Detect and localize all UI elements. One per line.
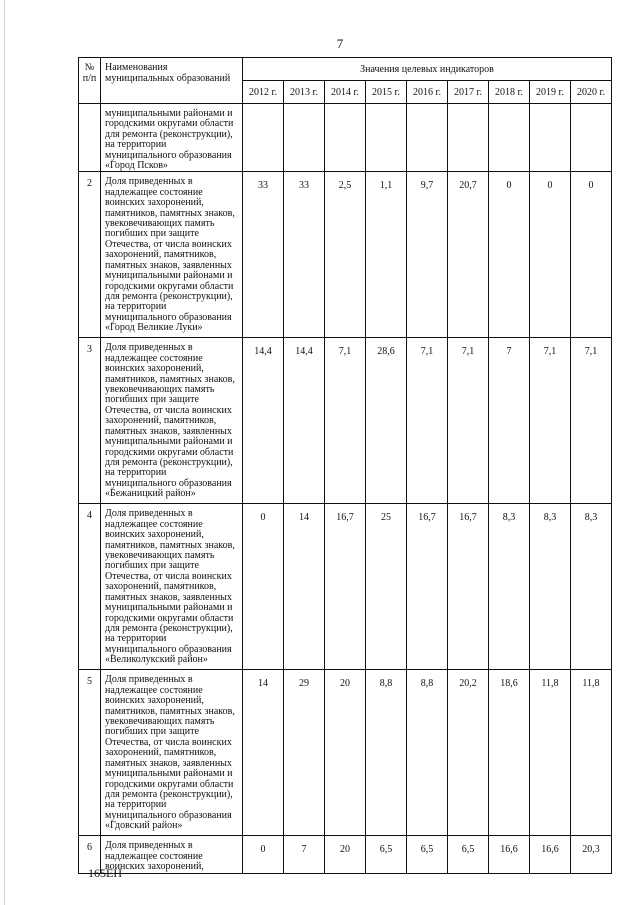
indicator-value (489, 104, 530, 172)
indicator-value: 7 (284, 836, 325, 873)
row-name: муниципальными районами и городскими округами области для ремонта (реконструкции), на территории муниципального образования «Город Псков» (101, 104, 243, 172)
table-row (79, 504, 612, 670)
indicator-value: 20 (325, 836, 366, 873)
indicator-value: 14,4 (243, 338, 284, 504)
indicator-value: 0 (489, 172, 530, 338)
indicator-value: 7,1 (325, 338, 366, 504)
header-indicators: Значения целевых индикаторов (243, 58, 612, 81)
table-row (79, 836, 612, 873)
indicator-value: 9,7 (407, 172, 448, 338)
indicator-value: 11,8 (530, 670, 571, 836)
table-row (79, 172, 612, 338)
indicator-value: 7,1 (448, 338, 489, 504)
indicators-table (78, 57, 612, 874)
indicator-value: 0 (571, 172, 612, 338)
header-number (79, 58, 101, 104)
row-number: 4 (79, 504, 101, 670)
indicator-value: 8,3 (489, 504, 530, 670)
header-year: 2018 г. (489, 81, 530, 104)
row-name: Доля приведенных в надлежащее состояние воинских захоронений, памятников, памятных знаков, увековечивающих память погибших при защите Отечества, от числа воинских захоронений, памятников, памятных знаков, заявленных муниципальными районами и городскими округами области для ремонта (реконструкции), на территории муниципального образования «Город Великие Луки» (101, 172, 243, 338)
indicator-value (448, 104, 489, 172)
indicator-value: 20,2 (448, 670, 489, 836)
header-year: 2015 г. (366, 81, 407, 104)
page-number: 7 (336, 36, 344, 51)
header-number-label: № п/п (82, 62, 97, 84)
indicator-value (407, 104, 448, 172)
indicator-value: 14 (284, 504, 325, 670)
indicator-value: 7,1 (407, 338, 448, 504)
row-number: 3 (79, 338, 101, 504)
indicator-value: 6,5 (366, 836, 407, 873)
indicator-value (571, 104, 612, 172)
indicator-value: 20 (325, 670, 366, 836)
indicator-value: 33 (243, 172, 284, 338)
header-year: 2017 г. (448, 81, 489, 104)
scan-left-edge (4, 0, 5, 905)
header-year: 2013 г. (284, 81, 325, 104)
indicator-value: 18,6 (489, 670, 530, 836)
indicator-value: 16,6 (530, 836, 571, 873)
indicator-value: 0 (243, 836, 284, 873)
table-body (79, 104, 612, 874)
row-number: 2 (79, 172, 101, 338)
indicator-value: 2,5 (325, 172, 366, 338)
indicator-value: 7,1 (530, 338, 571, 504)
indicator-value: 20,3 (571, 836, 612, 873)
indicator-value: 7 (489, 338, 530, 504)
table-row (79, 670, 612, 836)
indicator-value: 0 (243, 504, 284, 670)
indicator-value: 16,6 (489, 836, 530, 873)
table-row (79, 104, 612, 172)
indicator-value: 1,1 (366, 172, 407, 338)
indicator-value: 20,7 (448, 172, 489, 338)
indicator-value: 8,8 (366, 670, 407, 836)
row-name: Доля приведенных в надлежащее состояние воинских захоронений, (101, 836, 243, 873)
indicator-value (530, 104, 571, 172)
row-name: Доля приведенных в надлежащее состояние воинских захоронений, памятников, памятных знаков, увековечивающих память погибших при защите Отечества, от числа воинских захоронений, памятников, памятных знаков, заявленных муниципальными районами и городскими округами области для ремонта (реконструкции), на территории муниципального образования «Великолукский район» (101, 504, 243, 670)
row-number (79, 104, 101, 172)
row-number: 5 (79, 670, 101, 836)
header-year: 2019 г. (530, 81, 571, 104)
row-name: Доля приведенных в надлежащее состояние воинских захоронений, памятников, памятных знаков, увековечивающих память погибших при защите Отечества, от числа воинских захоронений, памятников, памятных знаков, заявленных муниципальными районами и городскими округами области для ремонта (реконструкции), на территории муниципального образования «Бежаницкий район» (101, 338, 243, 504)
indicator-value: 28,6 (366, 338, 407, 504)
header-name-label: Наименования муниципальных образований (105, 62, 231, 84)
indicator-value: 14 (243, 670, 284, 836)
indicator-value: 6,5 (448, 836, 489, 873)
indicator-value: 8,3 (571, 504, 612, 670)
header-year: 2020 г. (571, 81, 612, 104)
row-number: 6 (79, 836, 101, 873)
indicator-value: 16,7 (325, 504, 366, 670)
indicator-value: 16,7 (448, 504, 489, 670)
indicator-value: 11,8 (571, 670, 612, 836)
indicator-value: 8,3 (530, 504, 571, 670)
row-name: Доля приведенных в надлежащее состояние воинских захоронений, памятников, памятных знаков, увековечивающих память погибших при защите Отечества, от числа воинских захоронений, памятников, памятных знаков, заявленных муниципальными районами и городскими округами области для ремонта (реконструкции), на территории муниципального образования «Гдовский район» (101, 670, 243, 836)
indicator-value (366, 104, 407, 172)
header-year: 2012 г. (243, 81, 284, 104)
indicator-value: 29 (284, 670, 325, 836)
indicator-value: 8,8 (407, 670, 448, 836)
header-year: 2014 г. (325, 81, 366, 104)
indicator-value: 7,1 (571, 338, 612, 504)
indicator-value (243, 104, 284, 172)
document-code: 165ЕН (88, 866, 122, 880)
indicator-value: 14,4 (284, 338, 325, 504)
header-year: 2016 г. (407, 81, 448, 104)
indicator-value (325, 104, 366, 172)
indicator-value (284, 104, 325, 172)
indicator-value: 6,5 (407, 836, 448, 873)
header-name (101, 58, 243, 104)
indicator-value: 33 (284, 172, 325, 338)
indicator-value: 16,7 (407, 504, 448, 670)
indicator-value: 25 (366, 504, 407, 670)
table-row (79, 338, 612, 504)
indicator-value: 0 (530, 172, 571, 338)
